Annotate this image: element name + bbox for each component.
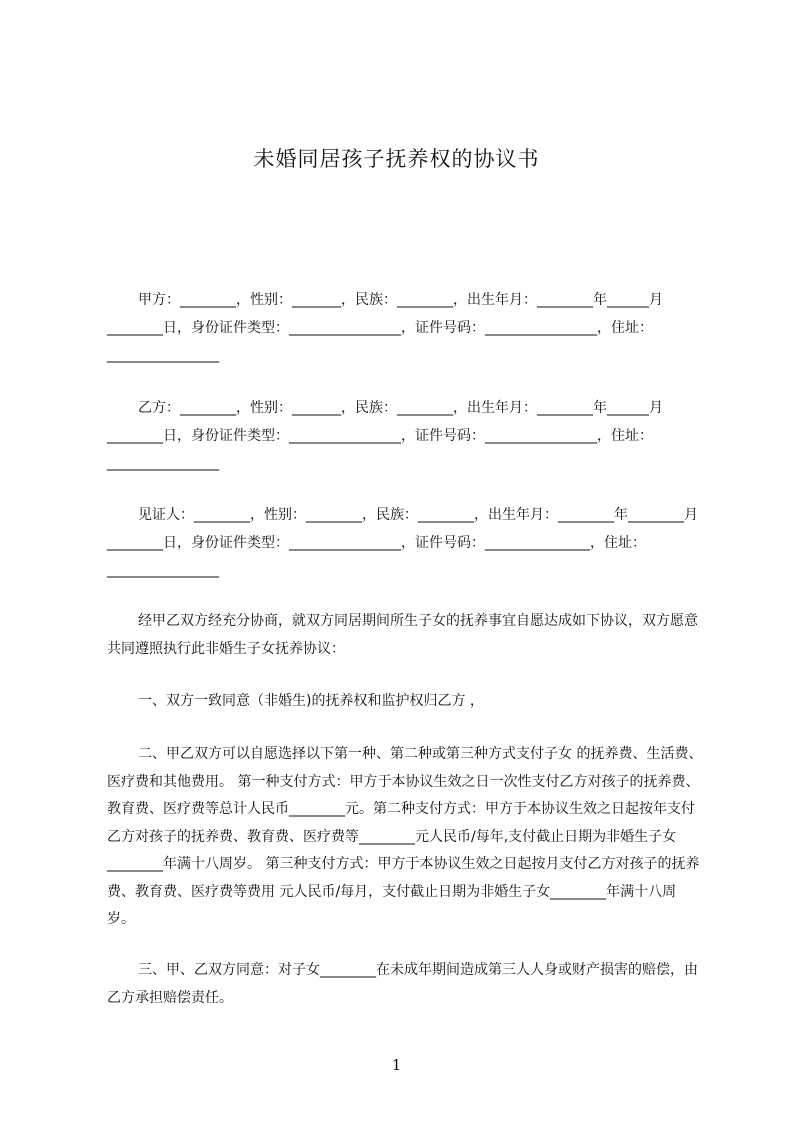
witness-info: 见证人：________，性别：________，民族：________，出生年月：________年________月________日，身份证件类型：________________，证件号码：_______________，住址：________________	[107, 507, 698, 578]
preamble-paragraph: 经甲乙双方经充分协商，就双方同居期间所生子女的抚养事宜自愿达成如下协议，双方愿意共同遵照执行此非婚生子女抚养协议：	[107, 613, 698, 657]
party-b-info: 乙方：________，性别：_______，民族：________，出生年月：________年______月________日，身份证件类型：________________，证件号码：________________，住址：________________	[107, 400, 663, 471]
clause-2: 二、甲乙双方可以自愿选择以下第一种、第二种或第三种方式支付子女 的抚养费、生活费、医疗费和其他费用。 第一种支付方式：甲方于本协议生效之日一次性支付乙方对孩子的抚养费、教育费、医疗费等总计人民币________元。第二种支付方式：甲方于本协议生效之日起按年支付乙方对孩子的抚养费、教育费、医疗费等________元人民币/每年,支付截止日期为非婚生子女________年满十八周岁。 第三种支付方式：甲方于本协议生效之日起按月支付乙方对孩子的抚养费、教育费、医疗费等费用 元人民币/每月，支付截止日期为非婚生子女________年满十八周岁。	[107, 746, 703, 927]
clause-3: 三、甲、乙双方同意：对子女________在未成年期间造成第三人人身或财产损害的赔偿，由乙方承担赔偿责任。	[107, 962, 698, 1006]
page-number: 1	[391, 1056, 402, 1074]
party-a-info: 甲方：________，性别：_______，民族：________，出生年月：________年______月________日，身份证件类型：________________，证件号码：________________，住址：________________	[107, 292, 663, 363]
clause-1: 一、双方一致同意（非婚生)的抚养权和监护权归乙方 ，	[138, 693, 484, 709]
document-title: 未婚同居孩子抚养权的协议书	[253, 147, 540, 171]
